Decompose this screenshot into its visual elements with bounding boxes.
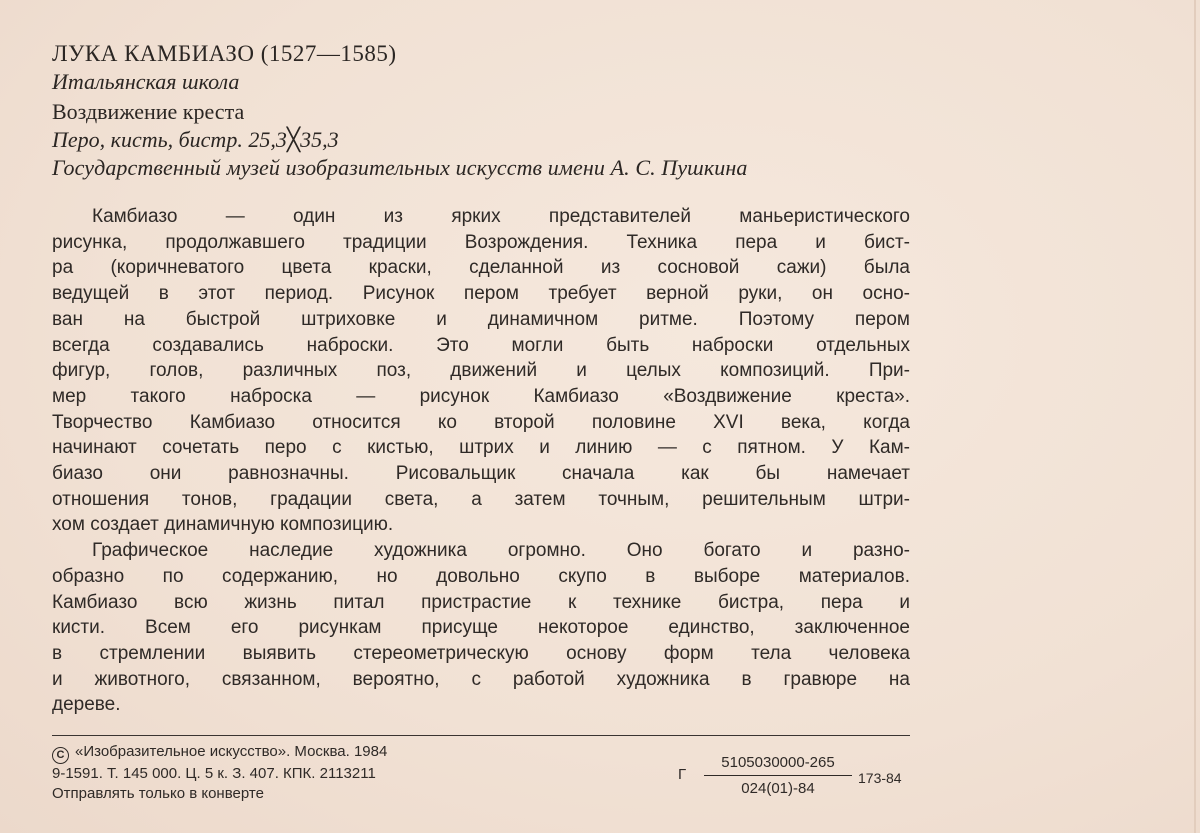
header <box>52 40 932 182</box>
text-line: образно по содержанию, но довольно скупо в выборе материалов. <box>52 565 910 587</box>
school-line: Итальянская школа <box>52 69 240 94</box>
text-line: ведущей в этот период. Рисунок пером требует верной руки, он осно- <box>52 283 910 305</box>
index-letter: Г <box>678 766 687 783</box>
copyright-icon: C <box>52 747 69 764</box>
publisher-row <box>52 742 387 764</box>
print-line: 9-1591. Т. 145 000. Ц. 5 к. З. 407. КПК. 2113211 <box>52 765 376 782</box>
index-numerator: 5105030000-265 <box>721 754 835 771</box>
text-line: ра (коричневатого цвета краски, сделанной из сосновой сажи) была <box>52 257 910 279</box>
text-line: отношения тонов, градации света, а затем точным, решительным штри- <box>52 488 910 510</box>
text-line: и животного, связанном, вероятно, с работой художника в гравюре на <box>52 668 910 690</box>
index-fraction <box>704 754 852 798</box>
text-line: Творчество Камбиазо относится ко второй половине XVI века, когда <box>52 411 910 433</box>
technique-line: Перо, кисть, бистр. 25,3╳35,3 <box>52 127 339 152</box>
text-line: Камбиазо — один из ярких представителей маньеристического <box>92 206 910 227</box>
edge-mark <box>1194 0 1196 833</box>
text-line: биазо они равнозначны. Рисовальщик сначала как бы намечает <box>52 463 910 485</box>
text-line: дереве. <box>52 694 121 716</box>
text-line: рисунка, продолжавшего традиции Возрождения. Техника пера и бист- <box>52 231 910 253</box>
paragraph-1 <box>52 204 910 538</box>
paragraph-2 <box>52 538 910 718</box>
text-line: мер такого наброска — рисунок Камбиазо «Воздвижение креста». <box>52 385 910 407</box>
text-line: всегда создавались наброски. Это могли быть наброски отдельных <box>52 334 910 356</box>
fraction-bar <box>704 775 852 776</box>
text-line: Графическое наследие художника огромно. Оно богато и разно- <box>92 540 910 562</box>
imprint-block <box>52 742 387 804</box>
text-line: в стремлении выявить стереометрическую основу форм тела человека <box>52 642 910 664</box>
index-denominator: 024(01)-84 <box>741 780 815 797</box>
text-line: фигур, голов, различных поз, движений и целых композиций. При- <box>52 360 910 382</box>
museum-line: Государственный музей изобразительных искусств имени А. С. Пушкина <box>52 155 748 180</box>
mail-note: Отправлять только в конверте <box>52 785 264 802</box>
text-line: кисти. Всем его рисункам присуще некоторое единство, заключенное <box>52 617 910 639</box>
description-text <box>52 204 910 718</box>
text-line: ван на быстрой штриховке и динамичном ритме. Поэтому пером <box>52 308 910 330</box>
artist-title: ЛУКА КАМБИАЗО (1527—1585) <box>52 41 397 66</box>
text-line: хом создает динамичную композицию. <box>52 514 394 536</box>
publisher-line: «Изобразительное искусство». Москва. 1984 <box>75 743 388 760</box>
text-line: начинают сочетать перо с кистью, штрих и линию — с пятном. У Кам- <box>52 437 910 459</box>
divider-line <box>52 735 910 736</box>
work-title: Воздвижение креста <box>52 99 245 124</box>
index-code: 173-84 <box>858 770 902 786</box>
text-line: Камбиазо всю жизнь питал пристрастие к технике бистра, пера и <box>52 591 910 613</box>
